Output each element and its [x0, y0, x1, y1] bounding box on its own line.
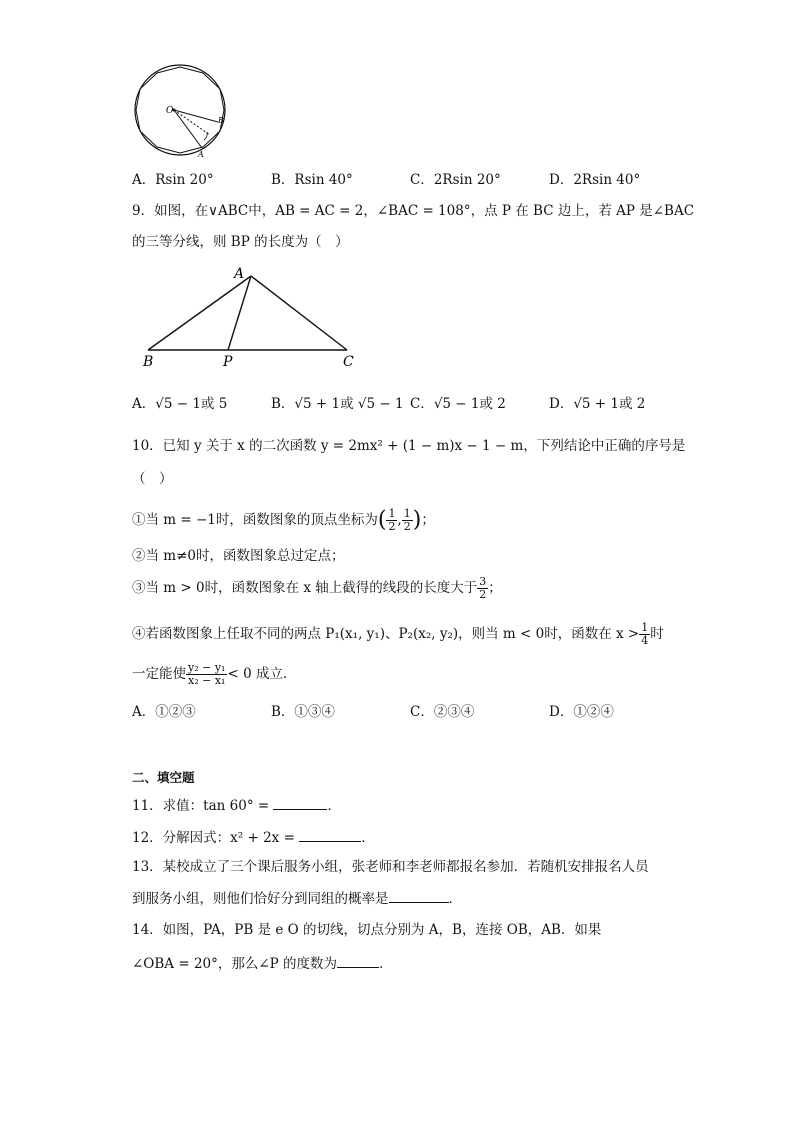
radius-oa	[174, 110, 202, 148]
q11-question: 11．求值：tan 60° = ．	[132, 795, 341, 816]
answer-blank[interactable]	[337, 953, 379, 968]
fraction: $\frac{1}{2}$	[403, 507, 411, 533]
q10-question-line2: （ ）	[132, 471, 173, 487]
bisector-dashed	[174, 110, 210, 135]
q10-statement-4: ④若函数图象上任取不同的两点 P₁(x₁, y₁)、P₂(x₂, y₂)，则当 m < 0时，函数在 x > $\frac{1}{4}$ 时	[132, 621, 664, 647]
q8-option-d[interactable]: D．2Rsin 40°	[549, 172, 641, 188]
side-ac	[251, 276, 347, 350]
label-a: A	[234, 266, 245, 282]
fraction: $\frac{\text{y₂ − y₁}}{\text{x₂ − x₁}}$	[188, 661, 226, 687]
q14-question-line2: ∠OBA = 20°，那么∠P 的度数为 ．	[132, 953, 393, 974]
label-b: B	[143, 354, 154, 370]
q14-question-line1: 14．如图，PA，PB 是 e O 的切线，切点分别为 A，B，连接 OB，AB．如果	[132, 922, 602, 938]
q10-statement-1: ①当 m = −1时，函数图象的顶点坐标为( $\frac{1}{2}$ , $\frac{1}{2}$ )；	[132, 507, 435, 533]
triangle-figure	[135, 262, 365, 374]
circle-polygon-figure	[130, 62, 234, 162]
label-p: P	[223, 354, 233, 370]
answer-blank[interactable]	[299, 827, 361, 842]
q10-question-line1: 10．已知 y 关于 x 的二次函数 y = 2mx² + (1 − m)x − 1 − m，下列结论中正确的序号是	[132, 438, 686, 454]
q9-option-d[interactable]: D．√5 + 1或 2	[549, 396, 646, 412]
q10-option-a[interactable]: A．①②③	[132, 704, 196, 720]
q9-option-b[interactable]: B．√5 + 1或 √5 − 1	[271, 396, 404, 412]
fraction: $\frac{1}{4}$	[641, 621, 649, 647]
q10-option-b[interactable]: B．①③④	[271, 704, 335, 720]
q8-option-b[interactable]: B．Rsin 40°	[271, 172, 353, 188]
label-b: B	[218, 116, 224, 125]
section-heading: 二、填空题	[132, 770, 195, 785]
q13-question-line1: 13．某校成立了三个课后服务小组，张老师和李老师都报名参加．若随机安排报名人员	[132, 859, 649, 875]
q10-option-d[interactable]: D．①②④	[549, 704, 614, 720]
q10-option-c[interactable]: C．②③④	[410, 704, 475, 720]
label-c: C	[343, 354, 354, 370]
q8-option-c[interactable]: C．2Rsin 20°	[410, 172, 501, 188]
q9-option-c[interactable]: C．√5 − 1或 2	[410, 396, 506, 412]
q8-option-a[interactable]: A．Rsin 20°	[132, 172, 214, 188]
q12-question: 12．分解因式：x² + 2x = ．	[132, 827, 375, 848]
label-o: O	[166, 106, 174, 116]
q9-question-line2: 的三等分线，则 BP 的长度为（ ）	[132, 234, 349, 250]
q13-question-line2: 到服务小组，则他们恰好分到同组的概率是 ．	[132, 888, 462, 909]
fraction: $\frac{1}{2}$	[388, 507, 396, 533]
q9-option-a[interactable]: A．√5 − 1或 5	[132, 396, 228, 412]
answer-blank[interactable]	[389, 888, 449, 903]
outer-circle	[135, 65, 225, 155]
segment-ap	[228, 276, 251, 350]
label-a: A	[198, 150, 204, 159]
side-ab	[148, 276, 251, 350]
q9-question-line1: 9．如图，在∨ABC中，AB = AC = 2，∠BAC = 108°，点 P 在 BC 边上，若 AP 是∠BAC	[132, 203, 695, 219]
fraction: $\frac{3}{2}$	[479, 575, 487, 601]
answer-blank[interactable]	[273, 795, 327, 810]
radius-ob	[174, 110, 218, 122]
inscribed-polygon	[136, 67, 224, 153]
q10-statement-3: ③当 m > 0时，函数图象在 x 轴上截得的线段的长度大于 $\frac{3}{2}$ ；	[132, 575, 502, 601]
q10-statement-2: ②当 m≠0时，函数图象总过定点；	[132, 548, 345, 564]
q10-statement-4-cont: 一定能使 $\frac{\text{y₂ − y₁}}{\text{x₂ − x₁}}$ < 0 成立．	[132, 661, 297, 687]
